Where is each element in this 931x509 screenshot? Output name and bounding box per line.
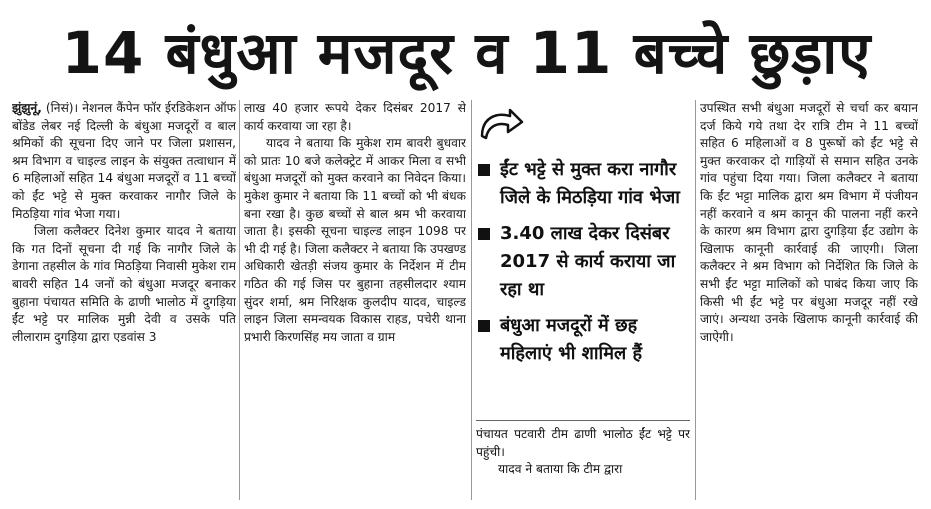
highlight-text: 3.40 लाख देकर दिसंबर 2017 से कार्य कराया जा रहा था <box>500 223 676 300</box>
paragraph-1-text: (निसं)। नेशनल कैंपेन फॉर ईरडिकेशन ऑफ बोंडेड लेबर नई दिल्ली के बंधुआ मजदूरों व बाल श्रमिकों की सूचना दिए जाने पर जिला प्रशासन, श्रम विभाग व चाइल्ड लाइन के संयुक्त तत्वाधान में 6 महिलाओं सहित 14 बंधुआ मजदूरों व 11 बच्चों को ईंट भट्टे से मुक्त करवाकर नागौर जिले के मिठड़िया गांव भेजा गया। <box>12 101 236 221</box>
paragraph-6: यादव ने बताया कि टीम द्वारा <box>498 462 623 477</box>
bullet-square-icon <box>478 228 490 240</box>
article-column-4 <box>700 100 918 500</box>
highlight-text: ईंट भट्टे से मुक्त करा नागौर जिले के मिठड़िया गांव भेजा <box>500 159 680 208</box>
highlight-item <box>476 156 690 212</box>
bullet-square-icon <box>478 164 490 176</box>
paragraph-4: यादव ने बताया कि मुकेश राम बावरी बुधवार को प्रातः 10 बजे कलेक्ट्रेट में आकर मिला व सभी बंधुआ मजदूरों को मुक्त करवाने का निवेदन किया। मुकेश कुमार ने बताया कि 11 बच्चों को भी बंधक बना रखा है। कुछ बच्चों से बाल श्रम भी करवाया जाता है। इसकी सूचना चाइल्ड लाइन 1098 पर भी दी गई है। जिला कलैक्टर ने बताया कि उपखण्ड अधिकारी खेतड़ी संजय कुमार के निर्देशन में टीम गठित की गई जिस पर बुहाना तहसीलदार श्याम सुंदर शर्मा, श्रम निरिक्षक कुलदीप यादव, चाइल्ड लाइन जिला समन्वयक विकास राहड, पचेरी थाना प्रभारी किरणसिंह मय जाता व ग्राम <box>244 136 466 344</box>
highlight-item <box>476 312 690 368</box>
paragraph-1 <box>12 100 236 223</box>
paragraph-2: जिला कलैक्टर दिनेश कुमार यादव ने बताया कि गत दिनों सूचना दी गई कि नागौर जिले के डेगाना तहसील के गांव मिठड़िया निवासी मुकेश राम बावरी सहित 14 जनों को बंधुआ मजदूर बनाकर बुहाना पंचायत समिति के ढाणी भालोठ में दुगड़िया ईंट भट्टे पर मालिक मुन्नी देवी व उसके पति लीलाराम दुगड़िया द्वारा एडवांस 3 <box>12 224 236 344</box>
highlights-list <box>476 156 690 376</box>
paragraph-3: लाख 40 हजार रूपये देकर दिसंबर 2017 से कार्य करवाया जा रहा है। <box>244 101 466 133</box>
highlights-box <box>476 100 690 422</box>
highlight-text: बंधुआ मजदूरों में छह महिलाएं भी शामिल हैं <box>500 315 643 364</box>
paragraph-5: पंचायत पटवारी टीम ढाणी भालोठ ईंट भट्टे पर पहुंची। <box>476 427 690 459</box>
bullet-square-icon <box>478 320 490 332</box>
article-column-2 <box>244 100 466 500</box>
highlights-divider <box>476 420 690 421</box>
column-divider <box>239 100 240 500</box>
column-divider <box>471 100 472 500</box>
column-divider <box>695 100 696 500</box>
article-column-3 <box>476 426 690 500</box>
dateline: झुंझुनूं, <box>12 101 42 115</box>
highlight-item <box>476 220 690 304</box>
curved-arrow-down-icon <box>478 106 524 146</box>
headline: 14 बंधुआ मजदूर व 11 बच्चे छुड़ाए <box>61 18 872 87</box>
paragraph-7: उपस्थित सभी बंधुआ मजदूरों से चर्चा कर बयान दर्ज किये गये तथा देर रात्रि टीम ने 11 बच्चों सहित 6 महिलाओं व 8 पुरूषों को ईंट भट्टे से मुक्त करवाकर दो गाड़ियों से समान सहित उनके गांव पहुंचा दिया गया। जिला कलैक्टर ने बताया कि ईंट भट्टा मालिक द्वारा श्रम विभाग में पंजीयन नहीं करवाने व श्रम कानून की पालना नहीं करने के कारण श्रम विभाग द्वारा दुगड़िया ईंट उद्योग के खिलाफ कानूनी कार्रवाई की जाएगी। जिला कलैक्टर ने श्रम विभाग को निर्देशित कि जिले के सभी ईंट भट्टा मालिकों को पाबंद किया जाए कि किसी भी ईंट भट्टे पर बंधुआ मजदूर नहीं रखे जाएं। अन्यथा उनके खिलाफ कानूनी कार्रवाई की जाऐगी। <box>700 101 918 344</box>
article-column-1 <box>12 100 236 500</box>
